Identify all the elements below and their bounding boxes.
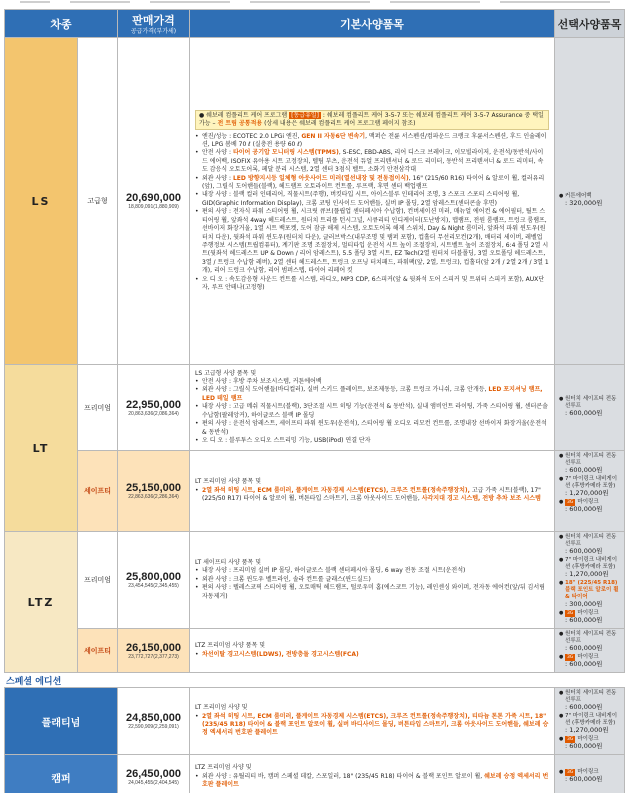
option-price: : 600,000원 (565, 775, 603, 783)
spec-item (195, 651, 549, 659)
spec-text: , S-ESC, EBD-ABS, 리어 디스크 브레이크, 이모빌라이저, 운전석/동반석/사이드 에어백, ISOFIX 유아용 시트 고정장치, 텔팀 부츠, 운전석 듀얼 프리텐셔너 & 로드 리미터, 동반석 프리텐셔너 & 로드 리미터, 속도 감응식 오토도어록, 페달 분리 시스템, 2열 센터 3점식 벨트, 소화기 안전삼각대 (202, 149, 544, 174)
option-price: : 600,000원 (565, 466, 603, 474)
row-ls (5, 38, 625, 365)
highlight-text: LED 포지셔닝 램프, LED 테일 램프 (202, 386, 543, 402)
spec-item (195, 403, 549, 420)
highlight-text: 타이어 공기압 모니터링 시스템(TPMS) (232, 149, 339, 157)
highlight-text: 2열 좌석 히팅 시트, ECM 룸미러, 풀게이트 자동경제 시스템(ETCS), 크루즈 컨트롤(정속주행장치), (202, 486, 470, 494)
spec-text: 고급 가죽 시트(블랙), 17" (225/50 R17) 타이어 & 알로이 휠, 버튼타입 스마트키, 크롬 아웃사이드 도어핸들, (202, 486, 541, 503)
spec-text: 편의 사양 : 운전석 암레스트, 세이프티 파워 윈도우(운전석), 스티어링 휠 오디오 리모컨 컨트롤, 조명내장 선바이저 화장거울(운전석 & 동반석) (202, 420, 547, 436)
spec-item (195, 584, 549, 601)
row-ltz-safety (5, 629, 625, 673)
model-ls: LS (5, 38, 78, 365)
trim-lt-premium: 프리미엄 (78, 365, 118, 451)
care-notice (195, 110, 549, 130)
option-tag: 3G (567, 611, 574, 616)
option-item (559, 499, 620, 513)
spec-text: 엔진/성능 : ECOTEC 2.0 LPGi 엔진, (202, 132, 302, 140)
highlight-text: 쉐보레 승정 엑세서리 번호판 플레이트 (202, 772, 549, 789)
highlight-text: 차선이탈 경고시스템(LDWS), 전방충돌 경고시스템(FCA) (202, 650, 359, 658)
spec-text: 내장 사양 : 프리미엄 실버 IP 몰딩, 하이글로스 블랙 센터페시아 몰딩, 6 way 전동 조절 시트(운전석) (202, 567, 466, 575)
model-lt: LT (5, 365, 78, 532)
spec-text: 편의 사양 : 텔레스코픽 스티어링 휠, 오토매틱 헤드램프, 털로우미 홈(에스코트 기능), 레인센싱 와이퍼, 전자동 에어컨(앞/뒤 김서림 자동제거) (202, 584, 545, 600)
top-line (0, 0, 626, 6)
spec-item (195, 773, 549, 790)
spec-item (195, 576, 549, 584)
option-name: 원터치 세이프티 전동 선루프 (565, 534, 617, 547)
option-item (559, 453, 620, 474)
basic-ltz-premium: LT 세이프티 사양 품목 및 • 내장 사양 : 프리미엄 실버 IP 몰딩, 하이글로스 블랙 센터페시아 몰딩, 6 way 전동 조절 시트(운전석) • 외관 사양 : 크롬 윈도우 벨트라인, 솔라 컨트롤 글래스(윈드실드) • 편의 사양 : 텔레스코픽 스티어링 휠, 오토매틱 헤드램프, 털로우미 홈(에스코트 기능), 레인센싱 와이퍼, 전자동 에어컨(앞/뒤 김서림 자동제거) (190, 532, 555, 629)
model-ltz: LTZ (5, 532, 78, 673)
price-table (4, 9, 625, 673)
trim-lt-safety: 세이프티 (78, 451, 118, 532)
spec-item (195, 191, 549, 208)
basic-ls (190, 38, 555, 365)
option-price: : 600,000원 (565, 742, 603, 750)
basic-lt-premium: LS 고급형 사양 품목 및 • 안전 사양 : 후방 주차 보조시스템, 커튼에어백 • 외관 사양 : 그릴식 도어핸들(바디컬러), 실버 스키드 플레이트, 보조제동등, 크롬 트렁크 가니쉬, 크롬 안개등, LED 포지셔닝 램프, LED 테일 램프 • 내장 사양 : 고급 메쉬 직물시트(블랙), 3단조절 시트 히팅 기능(운전석 & 동반석), 실내 앰비언트 라이팅, 가죽 스티어링 휠, 센터콘솔 수납함(팔레앙커), 하이글로스 블랙 IP 몰딩 • 편의 사양 : 운전석 암레스트, 세이프티 파워 윈도우(운전석), 스티어링 휠 오디오 리모컨 컨트롤, 조명내장 선바이저 화장거울(운전석 & 동반석) • 오 디 오 : 블루투스 오디오 스트리밍 기능, USB(iPod) 연결 단자 (190, 365, 555, 451)
spec-text: 외관 사양 : 그릴식 도어핸들(바디컬러), 실버 스키드 플레이트, 보조제동등, 크롬 트렁크 가니쉬, 크롬 안개등, (202, 386, 489, 394)
spec-text: 외관 사양 : (202, 174, 233, 182)
price-lt-safety: 25,150,000 22,863,636(2,286,364) (118, 451, 190, 532)
option-price: : 300,000원 (565, 600, 603, 608)
option-price: : 1,270,000원 (565, 570, 609, 578)
option-price: : 1,270,000원 (565, 489, 609, 497)
header-option: 선택사양품목 (555, 10, 625, 38)
option-item (559, 193, 620, 207)
option-item (559, 769, 620, 783)
option-item (559, 557, 620, 578)
spec-text: , 맥퍼슨 전륜 서스펜션/컴파운드 크랭크 후륜서스펜션, 후드 인슐레이션, LPG 봄베 70 ℓ (실충전 용량 60 ℓ) (202, 132, 547, 149)
option-name: 7" 마이링크 내비게이션 (후방카메라 포함) (565, 557, 618, 570)
option-name: 마이링크 (577, 654, 599, 660)
option-price: : 600,000원 (565, 644, 603, 652)
row-lt-premium (5, 365, 625, 451)
option-name: 18" (225/45 R18) 블랙 포인트 알로이 휠 & 타이어 (565, 580, 619, 600)
option-item (559, 713, 620, 734)
options-ls (555, 38, 625, 365)
header-basic: 기본사양품목 (190, 10, 555, 38)
basic-lt-safety: LT 프리미엄 사양 품목 및 • 2열 좌석 히팅 시트, ECM 룸미러, 풀게이트 자동경제 시스템(ETCS), 크루즈 컨트롤(정속주행장치), 고급 가죽 시트(블랙), 17" (225/50 R17) 타이어 & 알로이 휠, 버튼타입 스마트키, 크롬 아웃사이드 도어핸들, 사각지대 경고 시스템, 전방 추차 보조 시스템 (190, 451, 555, 532)
option-tag: 3G (567, 770, 574, 775)
spec-text: 오 디 오 : 블루투스 오디오 스트리밍 기능, USB(iPod) 연결 단자 (202, 436, 371, 444)
spec-item (195, 437, 549, 445)
option-price: : 320,000원 (565, 199, 603, 207)
option-name: 7" 마이링크 내비게이션 (후방카메라 포함) (565, 713, 618, 726)
option-name: 마이링크 (577, 769, 599, 775)
options-ltz-safety (555, 629, 625, 673)
option-item (559, 690, 620, 711)
special-table (4, 687, 625, 793)
option-price: : 600,000원 (565, 505, 603, 513)
row-platinum (5, 688, 625, 755)
trim-ltz-premium: 프리미엄 (78, 532, 118, 629)
option-item (559, 736, 620, 750)
price-ltz-safety: 26,150,000 23,772,727(2,377,273) (118, 629, 190, 673)
highlight-text: 전 트림 공통적용 (217, 119, 263, 127)
option-name: 커튼에어백 (565, 193, 592, 199)
price-lt-premium: 22,950,000 20,863,636(2,086,364) (118, 365, 190, 451)
spec-text: 안전 사양 : (202, 149, 233, 157)
option-item (559, 610, 620, 624)
price-platinum: 24,850,000 22,590,909(2,259,091) (118, 688, 190, 755)
highlight-text: GEN II 자동6단 변속기 (301, 132, 366, 140)
options-platinum (555, 688, 625, 755)
basic-ltz-safety: LTZ 프리미엄 사양 품목 및 • 차선이탈 경고시스템(LDWS), 전방충돌 경고시스템(FCA) (190, 629, 555, 673)
option-name: 마이링크 (577, 610, 599, 616)
option-item (559, 396, 620, 417)
option-price: : 600,000원 (565, 547, 603, 555)
spec-text: : 쉐보레 컴플리트 케어 3-5-7 또는 쉐보레 컴플리트 케어 3-5-7 Assurance 중 택일 가능 – (199, 111, 544, 127)
spec-text: 내장 사양 : 고급 메쉬 직물시트(블랙), 3단조절 시트 히팅 기능(운전석 & 동반석), 실내 앰비언트 라이팅, 가죽 스티어링 휠, 센터콘솔 수납함(팔레앙커), 하이글로스 블랙 IP 몰딩 (202, 403, 548, 419)
row-camper (5, 755, 625, 793)
option-item (559, 476, 620, 497)
spec-text: , 16" (215/60 R16) 타이어 & 알로이 휠, 컬러유리(앞), 그릴식 도어핸들(블랙), 헤드램프 오토라이트 컨트롤, 루프랙, 후면 센터 백업램프 (202, 174, 545, 191)
spec-text: 외관 사양 : 크롬 윈도우 벨트라인, 솔라 컨트롤 글래스(윈드실드) (202, 575, 371, 583)
option-name: 원터치 세이프티 전동 선루프 (565, 690, 617, 703)
spec-item (195, 386, 549, 403)
option-tag: 3G (567, 737, 574, 742)
header-price: 판매가격 공급가격(부가세) (118, 10, 190, 38)
option-name: 7" 마이링크 내비게이션 (후방카메라 포함) (565, 476, 618, 489)
spec-item (195, 420, 549, 437)
option-tag: 3G (567, 500, 574, 505)
price-camper: 26,450,000 24,045,455(2,404,545) (118, 755, 190, 793)
option-price: : 600,000원 (565, 409, 603, 417)
spec-text: ● 쉐보레 컴플리트 케어 프로그램 (199, 111, 290, 119)
spec-item (195, 713, 549, 738)
trim-ltz-safety: 세이프티 (78, 629, 118, 673)
option-name: 마이링크 (577, 736, 599, 742)
spec-item (195, 567, 549, 575)
option-name: 마이링크 (577, 499, 599, 505)
special-edition-title: 스페셜 에디션 (6, 677, 62, 687)
option-tag: 3G (567, 655, 574, 660)
price-ltz-premium: 25,800,000 23,454,545(2,345,455) (118, 532, 190, 629)
price-ls: 20,690,000 18,809,091(1,880,909) (118, 38, 190, 365)
option-price: : 600,000원 (565, 660, 603, 668)
spec-item (195, 133, 549, 150)
spec-text: 편의 사양 : 전자식 파워 스티어링 휠, 시크릿 큐브(플립업 센터페시아 수납함), 컨버세이션 미러, 매뉴얼 에어컨 & 에어필터, 틸트 스티어링 휠, 앞좌석 4way 헤드레스트, 원터치 트리플 턴시그널, 시큐리티 인디케이터(도난방지), 맵램프, 전원 룸램프, 트렁크 룸램프, 선바이저 화장거울, 1열 시트 백포켓, 도어 잠금 해제 시스템, 오토도어록 해제 스위치, Day & Night 룸미러, 앞좌석 파워 윈도우(원터치 다운), 뒷좌석 파워 윈도우(원터치 다운), 글러브박스(내부조명 및 탬퍼 포함), 컵홀더 무선리모컨(2개), 배터리 세이버, 레벨업 주행정보 시스템(트립컴퓨터), 계기판 조명 조절장치, 멀티타입 운전석 시트 높이 조절장치, 시트벨트 높이 조절장치, 6:4 폴딩 2열 시트(뒷좌석 헤드레스트 UP & Down / 리어 암레스트), 5.5 폴딩 3열 시트, EZ Tech(2열 원터치 더블폴딩, 3열 오토폴딩 헤드레스트, 3열 / 트렁크 수납함 레버), 2열 센터 헤드레스트, 트렁크 오프닝 터치패드, 파워팩(앞, 2열, 트렁크), 컵홀더(앞 2개 / 2열 2개 / 3열 1개), 리어 드렁크 수납함, 리어 범퍼스텝, 타이어 리페어 킷 (202, 208, 549, 275)
option-price: : 600,000원 (565, 703, 603, 711)
spec-text: 오 디 오 : 속도감응형 사운드 컨트롤 시스템, 라디오, MP3 CDP, 6스피커(앞 & 뒷좌석 도어 스피커 및 트위터 스피커 포함), AUX단자, 루프 안테나(고정형) (202, 275, 545, 291)
options-camper (555, 755, 625, 793)
option-item (559, 654, 620, 668)
option-item (559, 534, 620, 555)
options-lt-premium (555, 365, 625, 451)
spec-item (195, 208, 549, 275)
option-item (559, 631, 620, 652)
header-model: 차종 (5, 10, 118, 38)
option-price: : 600,000원 (565, 616, 603, 624)
spec-item (195, 276, 549, 293)
spec-item (195, 175, 549, 192)
trim-ls: 고급형 (78, 38, 118, 365)
table-header (5, 10, 625, 38)
row-ltz-premium (5, 532, 625, 629)
highlight-text: LED 방향지시등 일체형 아웃사이드 미러(열선내장 및 전동접이식) (232, 174, 409, 182)
spec-text: 내장 사양 : 블랙 컬러 인테리어, 직물시트(주행), 버킷타입 시트, 아이스블루 인테리어 조명, 3 스포크 스포티 스티어링 휠, GID(Graphic Information Display), 크롬 코팅 인사이드 도어핸들, 실버 IP 몰딩, 2열 암레스트(센터콘솔 후면) (202, 191, 520, 207)
basic-platinum: LT 프리미엄 사양 및 • 2열 좌석 히팅 시트, ECM 룸미러, 풀게이트 자동경제 시스템(ETCS), 크루즈 컨트롤(정속주행장치), 티타늄 톤톤 가죽 시트, 18" (235/45 R18) 타이어 & 블랙 포인트 알로이 휠, 실버 바디사이드 몰딩, 버튼타입 스마트키, 크롬 아웃사이드 도어핸들, 쉐보레 승정 엑세서리 번호판 플레이트 (190, 688, 555, 755)
option-name: 원터치 세이프티 전동 선루프 (565, 631, 617, 644)
option-name: 원터치 세이프티 전동 선루프 (565, 396, 617, 409)
option-name: 원터치 세이프티 전동 선루프 (565, 453, 617, 466)
spec-item (195, 149, 549, 174)
option-item (559, 580, 620, 608)
option-price: : 1,270,000원 (565, 726, 609, 734)
basic-camper: LTZ 프리미엄 사양 및 • 외관 사양 : 유틸리티 바, 캠퍼 스페셜 데칼, 스포일러, 18" (235/45 R18) 타이어 & 블랙 포인트 알로이 휠, 쉐보레 승정 엑세서리 번호판 플레이트 (190, 755, 555, 793)
spec-text: (상세 내용은 쉐보레 컴플리트 케어 프로그램 페이지 참조) (262, 119, 416, 127)
spec-text: 외관 사양 : 유틸리티 바, 캠퍼 스페셜 데칼, 스포일러, 18" (235/45 R18) 타이어 & 블랙 포인트 알로이 휠, (202, 772, 485, 780)
options-lt-safety (555, 451, 625, 532)
name-camper: 캠퍼 (5, 755, 118, 793)
highlight-text: 사각지대 경고 시스템, 전방 추차 보조 시스템 (421, 495, 541, 503)
spec-item (195, 487, 549, 504)
highlight-text: 2열 좌석 히팅 시트, ECM 룸미러, 풀게이트 자동경제 시스템(ETCS), 크루즈 컨트롤(정속주행장치), 티타늄 톤톤 가죽 시트, 18" (235/45 R18) 타이어 & 블랙 포인트 알로이 휠, 실버 바디사이드 몰딩, 버튼타입 스마트키, 크롬 아웃사이드 도어핸들, 쉐보레 승정 엑세서리 번호판 플레이트 (202, 712, 549, 737)
row-lt-safety (5, 451, 625, 532)
spec-text: 안전 사양 : 후방 주차 보조시스템, 커튼에어백 (202, 378, 322, 386)
options-ltz-premium (555, 532, 625, 629)
name-platinum: 플래티넘 (5, 688, 118, 755)
highlight-text: [동급유일] (291, 111, 320, 119)
